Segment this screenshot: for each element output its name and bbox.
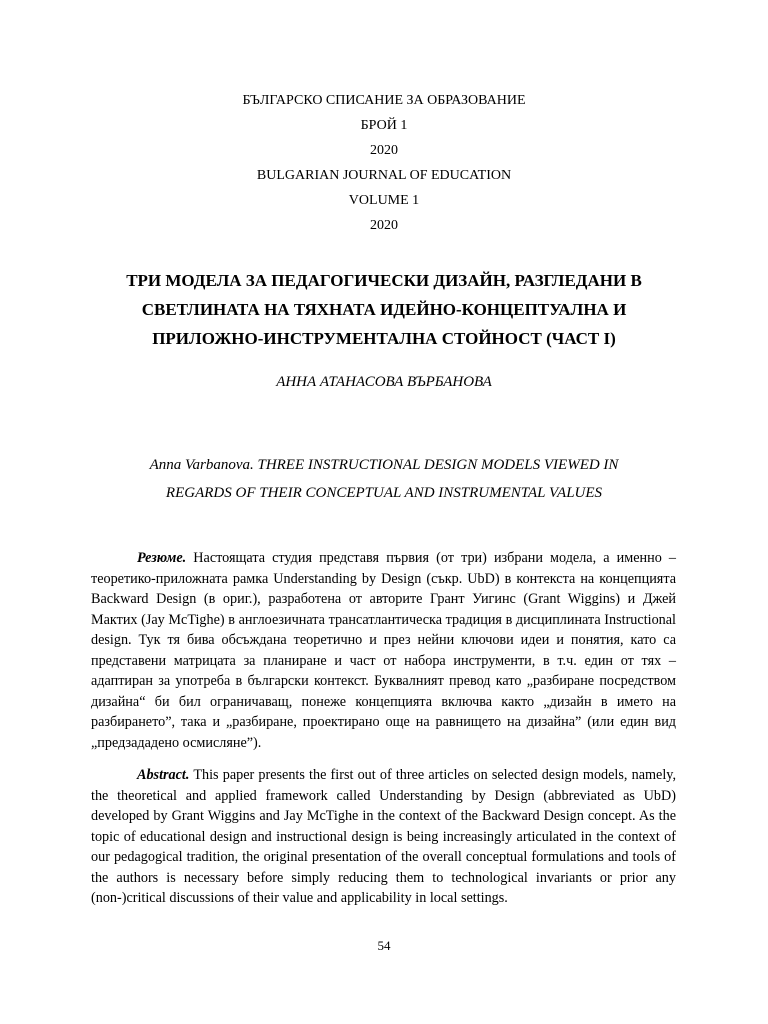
journal-volume-en: VOLUME 1	[348, 193, 420, 208]
journal-title-en: BULGARIAN JOURNAL OF EDUCATION	[256, 168, 512, 183]
article-author: АННА АТАНАСОВА ВЪРБАНОВА	[276, 374, 492, 390]
summary-bg-lead: Резюме.	[137, 550, 187, 566]
abstract-en-text: This paper presents the first out of three articles on selected design models, namely, the theoretical and applied framework called Understanding by Design (abbreviated as UbD) developed by Grant Wiggins and Jay McTighe in the context of the Backward Design concept. As the topic of educational design and instructional design is being increasingly articulated in the context of our pedagogical tradition, the original presentation of the overall conceptual formulations and tools of the authors is necessary before simply reducing them to technological invariants or prior any (non-)critical discussions of their value and applicability in local settings.	[91, 767, 676, 906]
article-title-line-2: СВЕТЛИНАТА НА ТЯХНАТА ИДЕЙНО-КОНЦЕПТУАЛНА И	[141, 300, 627, 319]
journal-year-en: 2020	[370, 218, 398, 233]
english-title-line-1: Anna Varbanova. THREE INSTRUCTIONAL DESIGN MODELS VIEWED IN	[149, 457, 619, 473]
article-title-line-1: ТРИ МОДЕЛА ЗА ПЕДАГОГИЧЕСКИ ДИЗАЙН, РАЗГЛЕДАНИ В	[126, 271, 642, 290]
abstract-en-lead: Abstract.	[137, 767, 190, 783]
english-title-line-2: REGARDS OF THEIR CONCEPTUAL AND INSTRUMENTAL VALUES	[165, 485, 603, 501]
article-title-line-3: ПРИЛОЖНО-ИНСТРУМЕНТАЛНА СТОЙНОСТ (ЧАСТ I)	[152, 329, 616, 348]
journal-issue-bg: БРОЙ 1	[360, 118, 408, 133]
abstract-en-paragraph	[91, 765, 676, 909]
summary-bg-paragraph	[91, 548, 676, 753]
journal-title-bg: БЪЛГАРСКО СПИСАНИЕ ЗА ОБРАЗОВАНИЕ	[242, 93, 526, 108]
summary-bg-text: Настоящата студия представя първия (от три) избрани модела, а именно – теоретико-приложната рамка Understanding by Design (съкр. UbD) в контекста на концепцията Backward Design (в ориг.), разработена от авторите Грант Уигинс (Grant Wiggins) и Джей Мактих (Jay McTighe) в англоезичната трансатлантическа традиция в дисциплината Instructional design. Тук тя бива обсъждана теоретично и през нейни ключови идеи и понятия, като са представени матрицата за планиране и част от набора инструменти, в т.ч. един от тях – адаптиран за употреба в български контекст. Буквалният превод като „разбиране посредством дизайна“ би бил ограничаващ, понеже концепцията включва както „дизайн в името на разбирането”, така и „разбиране, проектирано още на равнището на дизайна” (или един вид „предзададено осмисляне”).	[91, 550, 676, 751]
page-number: 54	[377, 938, 391, 953]
journal-year-bg: 2020	[370, 143, 398, 158]
